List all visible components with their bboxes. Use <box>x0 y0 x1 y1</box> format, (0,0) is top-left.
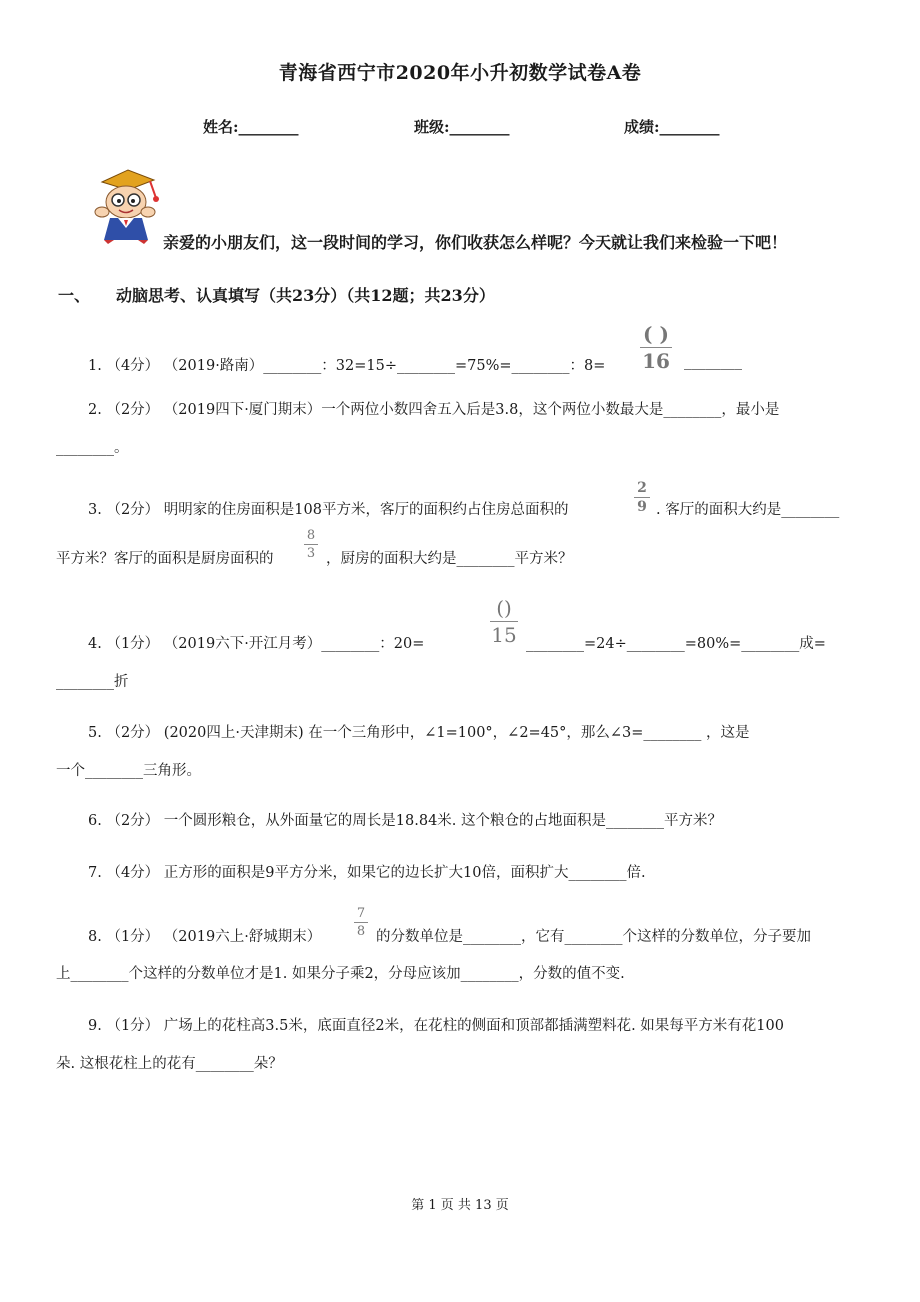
section-number: 一、 <box>58 286 91 305</box>
question-score: （1分） <box>106 929 160 945</box>
question-3 <box>88 498 568 519</box>
question-8-line-2: 上________个这样的分数单位才是1. 如果分子乘2，分母应该加________，分数的值不变. <box>56 966 625 982</box>
class-label: 班级: <box>414 118 450 136</box>
fraction-q8 <box>354 906 368 939</box>
question-3-line-2: 平方米？客厅的面积是厨房面积的 <box>56 551 274 567</box>
question-score: （2分） <box>106 502 160 518</box>
question-9 <box>88 1014 784 1035</box>
question-text: （2019四下·厦门期末）一个两位小数四舍五入后是3.8，这个两位小数最大是________，最小是 <box>163 402 780 418</box>
question-number: 8. <box>88 929 102 945</box>
question-8 <box>88 925 321 946</box>
question-6 <box>88 809 722 830</box>
question-3-cont: . 客厅的面积大约是________ <box>656 502 840 518</box>
class-field <box>414 116 510 137</box>
question-number: 4. <box>88 636 102 652</box>
question-number: 5. <box>88 725 102 741</box>
question-4-cont: ________=24÷________=80%=________成= <box>526 636 826 652</box>
fraction-numerator: 7 <box>356 906 366 921</box>
score-blank[interactable]: ________ <box>659 118 720 136</box>
question-5-line-2: 一个________三角形。 <box>56 763 201 779</box>
question-number: 3. <box>88 502 102 518</box>
question-text: 一个圆形粮仓，从外面量它的周长是18.84米. 这个粮仓的占地面积是________平方米？ <box>163 813 723 829</box>
question-9-line-2: 朵. 这根花柱上的花有________朵？ <box>56 1056 283 1072</box>
question-score: （1分） <box>106 1018 160 1034</box>
question-4-line-2: ________折 <box>56 674 129 690</box>
question-8-cont: 的分数单位是________，它有________个这样的分数单位，分子要加 <box>376 929 811 945</box>
section-heading <box>58 283 495 306</box>
question-score: （4分） <box>106 865 160 881</box>
fraction-denominator: 9 <box>637 499 647 515</box>
score-field <box>624 116 720 137</box>
question-2-line-2: ________。 <box>56 440 129 456</box>
question-number: 2. <box>88 402 102 418</box>
fraction-denominator: 16 <box>642 349 670 373</box>
fraction-denominator: 15 <box>491 623 517 647</box>
question-number: 1. <box>88 358 102 374</box>
page-footer: 第 1 页 共 13 页 <box>411 1198 509 1213</box>
question-2 <box>88 398 779 419</box>
fraction-q1 <box>640 322 672 373</box>
question-score: （4分） <box>106 358 160 374</box>
fraction-numerator: 2 <box>637 480 647 496</box>
page-title: 青海省西宁市2020年小升初数学试卷A卷 <box>278 62 642 84</box>
fraction-numerator: 8 <box>306 528 316 543</box>
question-score: （2分） <box>106 725 160 741</box>
question-text: (2020四上·天津期末) 在一个三角形中，∠1=100°，∠2=45°，那么∠3=________ ，这是 <box>163 725 750 741</box>
question-number: 9. <box>88 1018 102 1034</box>
question-text: 明明家的住房面积是108平方米，客厅的面积约占住房总面积的 <box>163 502 569 518</box>
greeting-text: 亲爱的小朋友们，这一段时间的学习，你们收获怎么样呢？今天就让我们来检验一下吧！ <box>163 233 788 252</box>
question-score: （2分） <box>106 402 160 418</box>
fraction-q3b <box>304 528 318 561</box>
question-score: （1分） <box>106 636 160 652</box>
question-1 <box>88 354 605 375</box>
question-text: （2019六上·舒城期末） <box>163 929 322 945</box>
mascot-image <box>88 168 166 246</box>
question-5 <box>88 721 750 742</box>
fraction-numerator: () <box>496 596 512 620</box>
class-blank[interactable]: ________ <box>449 118 510 136</box>
question-4 <box>88 632 424 653</box>
section-title: 动脑思考、认真填写（共23分）（共12题；共23分） <box>116 286 495 305</box>
fraction-denominator: 8 <box>356 924 366 939</box>
fraction-denominator: 3 <box>306 546 316 561</box>
question-number: 7. <box>88 865 102 881</box>
question-text: （2019·路南）________：32=15÷________=75%=________：8= <box>163 358 606 374</box>
question-score: （2分） <box>106 813 160 829</box>
name-blank[interactable]: ________ <box>238 118 299 136</box>
name-field <box>203 116 299 137</box>
question-number: 6. <box>88 813 102 829</box>
name-label: 姓名: <box>203 118 239 136</box>
fraction-numerator: ( ) <box>643 322 669 346</box>
question-text: 正方形的面积是9平方分米，如果它的边长扩大10倍，面积扩大________倍. <box>163 865 646 881</box>
fraction-q4 <box>490 596 518 647</box>
question-text: （2019六下·开江月考）________：20= <box>163 636 425 652</box>
question-text: 广场上的花柱高3.5米，底面直径2米，在花柱的侧面和顶部都插满塑料花. 如果每平方米有花100 <box>163 1018 784 1034</box>
question-3-line-2-cont: ，厨房的面积大约是________平方米？ <box>326 551 573 567</box>
fraction-q3a <box>634 480 650 515</box>
question-7 <box>88 861 646 882</box>
score-label: 成绩: <box>624 118 660 136</box>
question-1-tail: ________ <box>684 354 742 370</box>
